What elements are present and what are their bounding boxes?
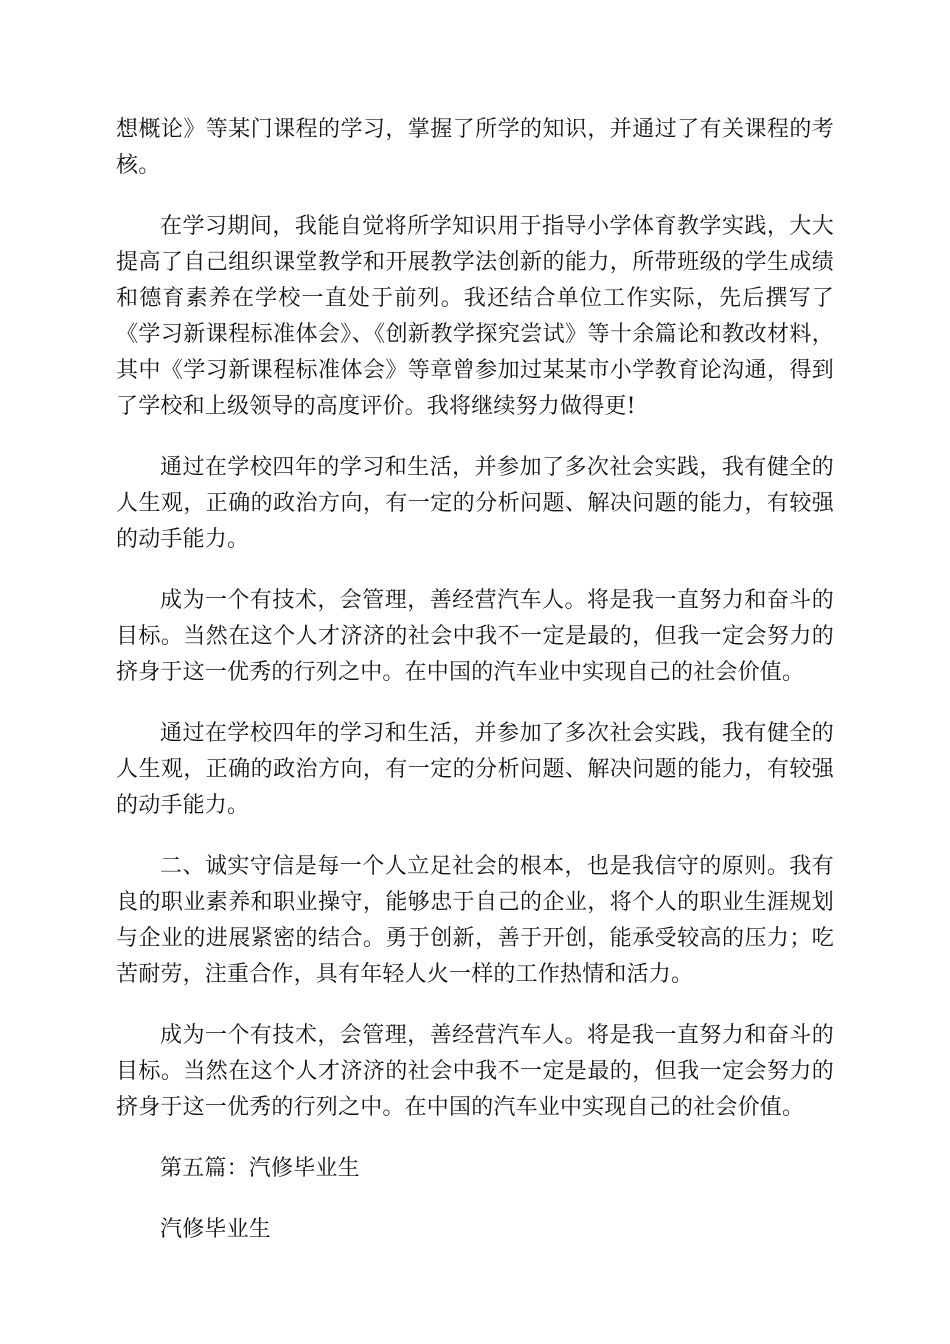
paragraph-four-years-2: 通过在学校四年的学习和生活，并参加了多次社会实践，我有健全的人生观，正确的政治方向，有一定的分析问题、解决问题的能力，有较强的动手能力。 [116, 721, 834, 818]
document-body [116, 112, 834, 1273]
section-heading: 第五篇：汽修毕业生 [160, 1156, 360, 1181]
paragraph-career-goal-2: 成为一个有技术，会管理，善经营汽车人。将是我一直努力和奋斗的目标。当然在这个人才济济的社会中我不一定是最的，但我一定会努力的挤身于这一优秀的行列之中。在中国的汽车业中实现自己的社会价值。 [116, 1023, 834, 1120]
paragraph-integrity: 二、诚实守信是每一个人立足社会的根本，也是我信守的原则。我有良的职业素养和职业操守，能够忠于自己的企业，将个人的职业生涯规划与企业的进展紧密的结合。勇于创新，善于开创，能承受较高的压力；吃苦耐劳，注重合作，具有年轻人火一样的工作热情和活力。 [116, 854, 834, 987]
section-title: 汽修毕业生 [160, 1217, 272, 1242]
paragraph-career-goal-1: 成为一个有技术，会管理，善经营汽车人。将是我一直努力和奋斗的目标。当然在这个人才济济的社会中我不一定是最的，但我一定会努力的挤身于这一优秀的行列之中。在中国的汽车业中实现自己的社会价值。 [116, 588, 834, 685]
paragraph-continuation: 想概论》等某门课程的学习，掌握了所学的知识，并通过了有关课程的考核。 [116, 117, 834, 178]
paragraph-four-years-1: 通过在学校四年的学习和生活，并参加了多次社会实践，我有健全的人生观，正确的政治方向，有一定的分析问题、解决问题的能力，有较强的动手能力。 [116, 455, 834, 552]
paragraph-study-period: 在学习期间，我能自觉将所学知识用于指导小学体育教学实践，大大提高了自己组织课堂教学和开展教学法创新的能力，所带班级的学生成绩和德育素养在学校一直处于前列。我还结合单位工作实际，先后撰写了《学习新课程标准体会》、《创新教学探究尝试》等十余篇论和教改材料，其中《学习新课程标准体会》等章曾参加过某某市小学教育论沟通，得到了学校和上级领导的高度评价。我将继续努力做得更! [116, 214, 834, 419]
